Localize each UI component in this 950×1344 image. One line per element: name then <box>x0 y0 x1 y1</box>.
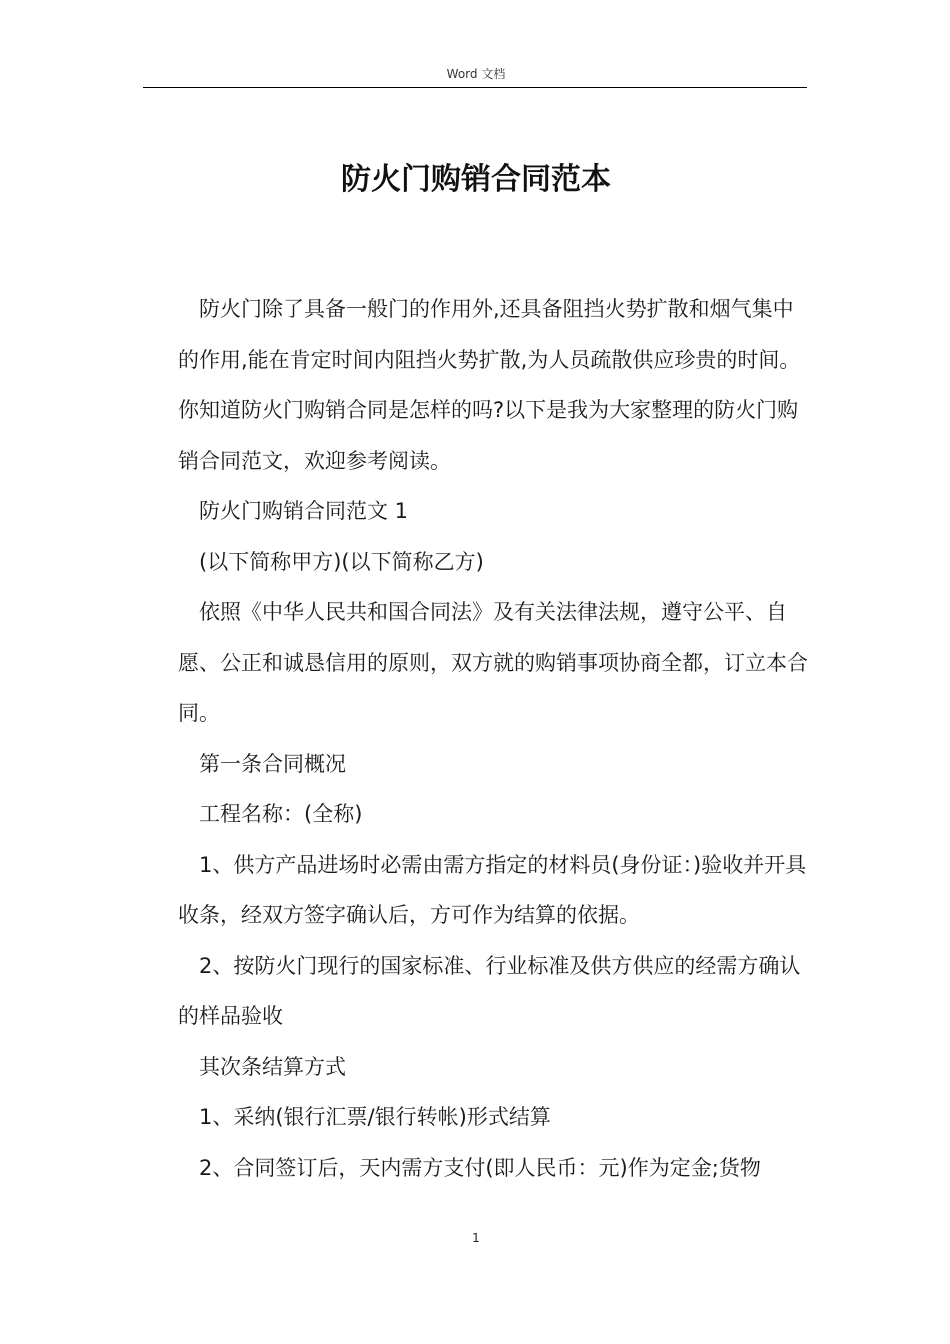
header-divider <box>143 87 807 88</box>
paragraph-article-1-heading: 第一条合同概况 <box>199 751 346 776</box>
paragraph-clause-2-2: 2、合同签订后，天内需方支付(即人民币：元)作为定金;货物 <box>199 1155 761 1180</box>
page-header: Word 文档 <box>446 67 506 81</box>
paragraph-clause-1-2: 2、按防火门现行的国家标准、行业标准及供方供应的经需方确认的样品验收 <box>178 953 801 1028</box>
paragraph-preamble: 依照《中华人民共和国合同法》及有关法律法规，遵守公平、自愿、公正和诚恳信用的原则，双方就的购销事项协商全都，订立本合同。 <box>178 600 808 725</box>
paragraph-sample-heading: 防火门购销合同范文 1 <box>199 499 409 523</box>
paragraph-intro: 防火门除了具备一般门的作用外,还具备阻挡火势扩散和烟气集中的作用,能在肯定时间内阻挡火势扩散,为人员疏散供应珍贵的时间。你知道防火门购销合同是怎样的吗?以下是我为大家整理的防火门购销合同范文，欢迎参考阅读。 <box>178 297 801 473</box>
document-body <box>178 284 808 1193</box>
paragraph-clause-2-1: 1、采纳(银行汇票/银行转帐)形式结算 <box>199 1105 551 1129</box>
paragraph-clause-1-1: 1、供方产品进场时必需由需方指定的材料员(身份证：)验收并开具收条，经双方签字确认后，方可作为结算的依据。 <box>178 852 807 927</box>
paragraph-project-name: 工程名称：(全称) <box>199 802 363 826</box>
paragraph-article-2-heading: 其次条结算方式 <box>199 1054 346 1079</box>
page-number: 1 <box>472 1231 480 1245</box>
document-title: 防火门购销合同范本 <box>341 162 611 197</box>
paragraph-parties: (以下简称甲方)(以下简称乙方) <box>199 549 484 574</box>
